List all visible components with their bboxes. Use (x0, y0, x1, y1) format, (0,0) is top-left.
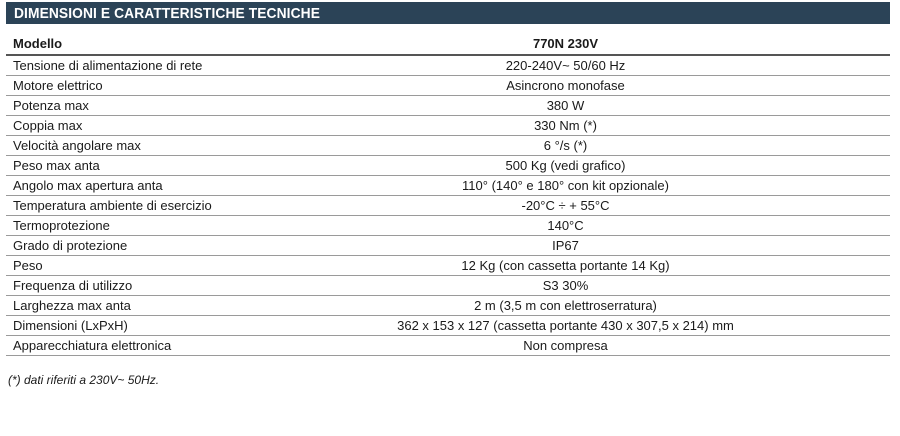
specifications-table (6, 34, 890, 356)
row-label: Velocità angolare max (6, 136, 241, 156)
row-label: Angolo max apertura anta (6, 176, 241, 196)
table-row (6, 336, 890, 356)
row-value: 6 °/s (*) (241, 136, 890, 156)
section-title: DIMENSIONI E CARATTERISTICHE TECNICHE (14, 4, 321, 22)
row-value: 110° (140° e 180° con kit opzionale) (241, 176, 890, 196)
row-value: S3 30% (241, 276, 890, 296)
section-header-banner (6, 2, 890, 24)
table-row (6, 116, 890, 136)
table-row (6, 55, 890, 76)
header-model: 770N 230V (241, 34, 890, 55)
table-row (6, 136, 890, 156)
table-header-row (6, 34, 890, 55)
row-value: 12 Kg (con cassetta portante 14 Kg) (241, 256, 890, 276)
row-label: Peso (6, 256, 241, 276)
table-row (6, 76, 890, 96)
row-value: 220-240V~ 50/60 Hz (241, 55, 890, 76)
footnote: (*) dati riferiti a 230V~ 50Hz. (8, 373, 160, 387)
row-label: Larghezza max anta (6, 296, 241, 316)
table-row (6, 156, 890, 176)
table-row (6, 196, 890, 216)
header-label: Modello (6, 34, 241, 55)
row-label: Peso max anta (6, 156, 241, 176)
row-label: Dimensioni (LxPxH) (6, 316, 241, 336)
table-row (6, 236, 890, 256)
row-label: Motore elettrico (6, 76, 241, 96)
row-value: Non compresa (241, 336, 890, 356)
row-label: Grado di protezione (6, 236, 241, 256)
row-label: Frequenza di utilizzo (6, 276, 241, 296)
row-label: Potenza max (6, 96, 241, 116)
row-value: 330 Nm (*) (241, 116, 890, 136)
table-row (6, 176, 890, 196)
table-row (6, 216, 890, 236)
row-value: 362 x 153 x 127 (cassetta portante 430 x 307,5 x 214) mm (241, 316, 890, 336)
row-value: Asincrono monofase (241, 76, 890, 96)
row-value: -20°C ÷ + 55°C (241, 196, 890, 216)
row-label: Coppia max (6, 116, 241, 136)
table-row (6, 296, 890, 316)
row-value: 140°C (241, 216, 890, 236)
row-label: Tensione di alimentazione di rete (6, 55, 241, 76)
table-row (6, 316, 890, 336)
table-row (6, 276, 890, 296)
row-label: Apparecchiatura elettronica (6, 336, 241, 356)
table-row (6, 256, 890, 276)
row-value: 500 Kg (vedi grafico) (241, 156, 890, 176)
table-row (6, 96, 890, 116)
row-label: Temperatura ambiente di esercizio (6, 196, 241, 216)
row-label: Termoprotezione (6, 216, 241, 236)
row-value: 2 m (3,5 m con elettroserratura) (241, 296, 890, 316)
row-value: IP67 (241, 236, 890, 256)
row-value: 380 W (241, 96, 890, 116)
